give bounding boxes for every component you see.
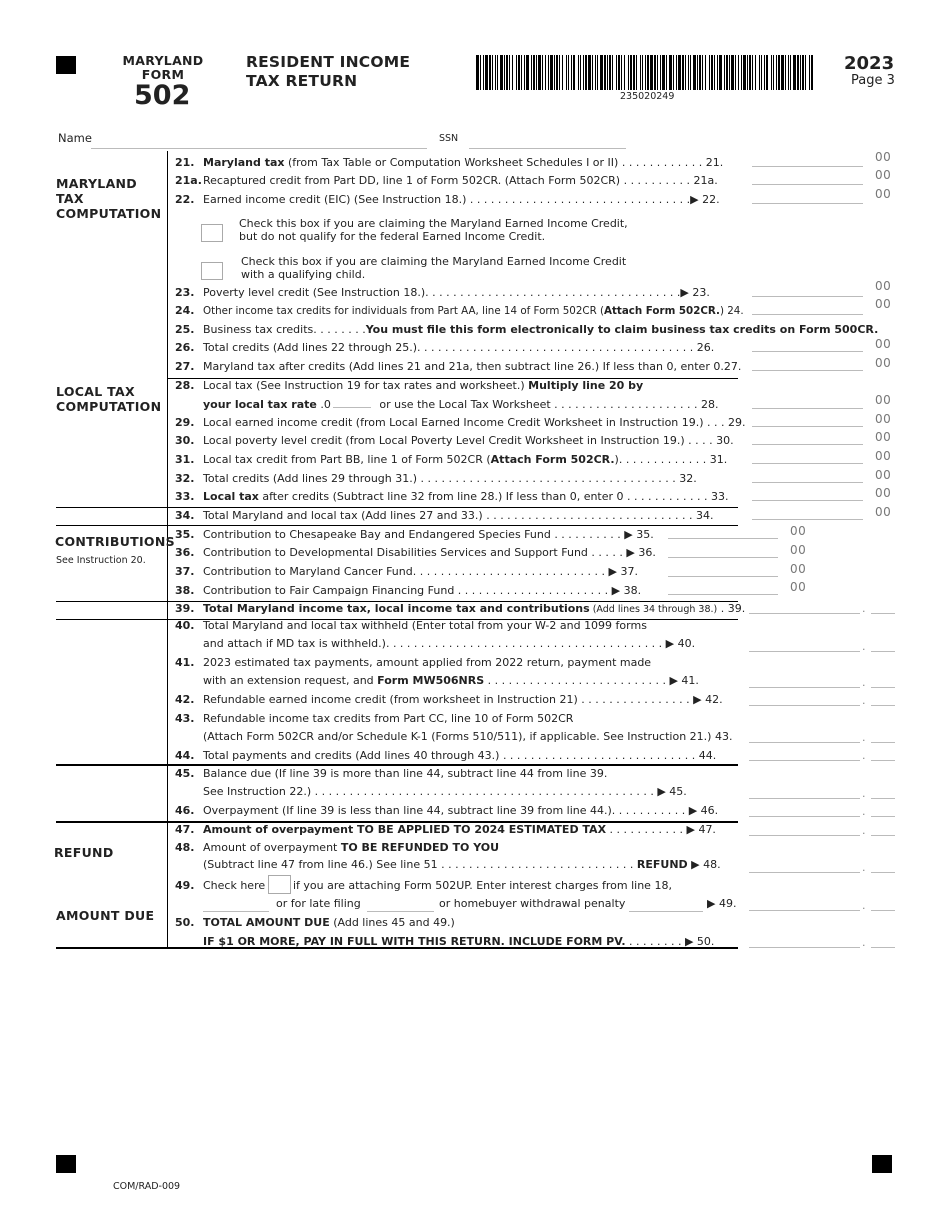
line-47-cents-field[interactable] xyxy=(871,835,895,836)
form-502up-checkbox[interactable] xyxy=(268,875,291,894)
cents-label: 00 xyxy=(875,449,892,463)
line-21a: 21a.Recaptured credit from Part DD, line 1 of Form 502CR. (Attach Form 502CR) . . . . . . . . . . 21a. xyxy=(175,174,718,187)
line-48-cont: (Subtract line 47 from line 46.) See line 51 . . . . . . . . . . . . . . . . . . . . . . . . . . . . REFUND ▶ 48. xyxy=(203,858,721,871)
cents-label: 00 xyxy=(875,279,892,293)
line-35: 35. Contribution to Chesapeake Bay and Endangered Species Fund . . . . . . . . . . ▶ 35. xyxy=(175,528,654,541)
line-41-amount-field[interactable] xyxy=(749,687,860,688)
section-local-tax: LOCAL TAX COMPUTATION xyxy=(56,384,162,414)
line-28-amount-field[interactable] xyxy=(752,408,863,409)
decimal-point: . xyxy=(862,640,866,653)
line-35-amount-field[interactable] xyxy=(668,538,778,539)
cents-label: 00 xyxy=(875,168,892,182)
ssn-label: SSN xyxy=(439,133,459,144)
line-49: 49. Check here xyxy=(175,879,266,892)
ssn-field[interactable] xyxy=(469,148,626,149)
line-50-amount-field[interactable] xyxy=(749,947,860,948)
contributions-note: See Instruction 20. xyxy=(56,555,146,566)
eic-qualifying-child-label: Check this box if you are claiming the Maryland Earned Income Credit with a qualifying child. xyxy=(241,255,627,281)
barcode xyxy=(476,55,812,90)
barcode-number: 235020249 xyxy=(620,91,675,102)
section-amount-due: AMOUNT DUE xyxy=(56,908,155,923)
line-34-amount-field[interactable] xyxy=(752,519,863,520)
line-28-cont: your local tax rate .0 or use the Local Tax Worksheet . . . . . . . . . . . . . . . . . . . . . 28. xyxy=(203,398,719,411)
line-33: 33. Local tax after credits (Subtract line 32 from line 28.) If less than 0, enter 0 . . . . . . . . . . . . 33. xyxy=(175,490,729,503)
line-46: 46. Overpayment (If line 39 is less than line 44, subtract line 39 from line 44.). . . . . . . . . . . ▶ 46. xyxy=(175,804,719,817)
line-44-amount-field[interactable] xyxy=(749,760,860,761)
line-23: 23. Poverty level credit (See Instruction 18.). . . . . . . . . . . . . . . . . . . . . . . . . . . . . . . . . . . . .▶ 23. xyxy=(175,286,710,299)
line-30: 30. Local poverty level credit (from Local Poverty Level Credit Worksheet in Instruction 19.) . . . . 30. xyxy=(175,434,734,447)
line-24: 24. Other income tax credits for individuals from Part AA, line 14 of Form 502CR (Attach Form 502CR.) 24. xyxy=(175,304,744,317)
cents-label: 00 xyxy=(790,524,807,538)
line-41-cents-field[interactable] xyxy=(871,687,895,688)
line-25: 25. Business tax credits. . . . . . . .You must file this form electronically to claim business tax credits on Form 500CR. xyxy=(175,323,879,336)
line-37-amount-field[interactable] xyxy=(668,576,778,577)
interest-charges-field[interactable] xyxy=(203,911,269,912)
registration-mark-bottom-right xyxy=(872,1155,892,1173)
line-21: 21. Maryland tax (from Tax Table or Computation Worksheet Schedules I or II) . . . . . . . . . . . . 21. xyxy=(175,156,724,169)
decimal-point: . xyxy=(862,899,866,912)
line-42-cents-field[interactable] xyxy=(871,705,895,706)
cents-label: 00 xyxy=(875,468,892,482)
decimal-point: . xyxy=(862,824,866,837)
eic-qualifying-child-checkbox[interactable] xyxy=(201,262,223,280)
line-22-amount-field[interactable] xyxy=(752,203,863,204)
line-41: 41. 2023 estimated tax payments, amount applied from 2022 return, payment made xyxy=(175,656,652,669)
decimal-point: . xyxy=(862,602,866,615)
form-number: 502 xyxy=(134,80,191,111)
line-49-text: if you are attaching Form 502UP. Enter interest charges from line 18, xyxy=(293,879,672,892)
line-40-amount-field[interactable] xyxy=(749,651,860,652)
form-code: COM/RAD-009 xyxy=(113,1181,181,1192)
line-37: 37. Contribution to Maryland Cancer Fund. . . . . . . . . . . . . . . . . . . . . . . . . . . . ▶ 37. xyxy=(175,565,638,578)
cents-label: 00 xyxy=(790,562,807,576)
decimal-point: . xyxy=(862,861,866,874)
line-39-cents-field[interactable] xyxy=(871,613,895,614)
cents-label: 00 xyxy=(875,486,892,500)
cents-label: 00 xyxy=(875,505,892,519)
line-40-cont: and attach if MD tax is withheld.). . . . . . . . . . . . . . . . . . . . . . . . . . . . . . . . . . . . . . . . ▶ 40. xyxy=(203,637,696,650)
line-45-cont: See Instruction 22.) . . . . . . . . . . . . . . . . . . . . . . . . . . . . . . . . . . . . . . . . . . . . . . . . . ▶ 45. xyxy=(203,785,687,798)
line-22: 22. Earned income credit (EIC) (See Instruction 18.) . . . . . . . . . . . . . . . . . . . . . . . . . . . . . . . .▶ 22. xyxy=(175,193,720,206)
line-39: 39. Total Maryland income tax, local income tax and contributions (Add lines 34 through 38.) . 39. xyxy=(175,602,746,615)
line-50-cont: IF $1 OR MORE, PAY IN FULL WITH THIS RETURN. INCLUDE FORM PV. . . . . . . . . ▶ 50. xyxy=(203,935,715,948)
line-32-amount-field[interactable] xyxy=(752,482,863,483)
line-29: 29. Local earned income credit (from Local Earned Income Credit Worksheet in Instruction 19.) . . . 29. xyxy=(175,416,746,429)
line-38-amount-field[interactable] xyxy=(668,594,778,595)
section-divider xyxy=(167,151,168,949)
line-42: 42. Refundable earned income credit (from worksheet in Instruction 21) . . . . . . . . . . . . . . . . ▶ 42. xyxy=(175,693,723,706)
line-32: 32. Total credits (Add lines 29 through 31.) . . . . . . . . . . . . . . . . . . . . . . . . . . . . . . . . . . . . . 32. xyxy=(175,472,697,485)
form-state: MARYLAND FORM xyxy=(122,53,204,82)
form-title: RESIDENT INCOME TAX RETURN xyxy=(246,53,411,90)
cents-label: 00 xyxy=(875,356,892,370)
cents-label: 00 xyxy=(790,580,807,594)
line-48-amount-field[interactable] xyxy=(749,872,860,873)
line-23-amount-field[interactable] xyxy=(752,296,863,297)
decimal-point: . xyxy=(862,749,866,762)
tax-year: 2023 xyxy=(844,53,895,74)
line-30-amount-field[interactable] xyxy=(752,444,863,445)
line-38: 38. Contribution to Fair Campaign Financing Fund . . . . . . . . . . . . . . . . . . . . . . ▶ 38. xyxy=(175,584,642,597)
decimal-point: . xyxy=(862,936,866,949)
decimal-point: . xyxy=(862,676,866,689)
registration-mark-top-left xyxy=(56,56,76,74)
line-31-amount-field[interactable] xyxy=(752,463,863,464)
rule xyxy=(56,764,738,766)
page-number: Page 3 xyxy=(851,73,895,88)
line-21-amount-field[interactable] xyxy=(752,166,863,167)
section-refund: REFUND xyxy=(54,845,114,860)
line-27: 27. Maryland tax after credits (Add lines 21 and 21a, then subtract line 26.) If less than 0, enter 0.27. xyxy=(175,360,742,373)
line-43-amount-field[interactable] xyxy=(749,742,860,743)
decimal-point: . xyxy=(862,731,866,744)
cents-label: 00 xyxy=(875,393,892,407)
line-50-cents-field[interactable] xyxy=(871,947,895,948)
name-label: Name xyxy=(58,131,92,145)
line-48: 48. Amount of overpayment TO BE REFUNDED TO YOU xyxy=(175,841,500,854)
decimal-point: . xyxy=(862,805,866,818)
line-45-cents-field[interactable] xyxy=(871,798,895,799)
name-field[interactable] xyxy=(91,148,427,149)
cents-label: 00 xyxy=(875,297,892,311)
penalty-field[interactable] xyxy=(629,911,703,912)
line-45: 45. Balance due (If line 39 is more than line 44, subtract line 44 from line 39. xyxy=(175,767,608,780)
line-46-cents-field[interactable] xyxy=(871,816,895,817)
line-36-amount-field[interactable] xyxy=(668,557,778,558)
line-26-amount-field[interactable] xyxy=(752,351,863,352)
line-50: 50. TOTAL AMOUNT DUE (Add lines 45 and 49.) xyxy=(175,916,455,929)
line-49-late: or for late filing xyxy=(276,897,361,910)
eic-no-federal-checkbox[interactable] xyxy=(201,224,223,242)
cents-label: 00 xyxy=(790,543,807,557)
line-39-amount-field[interactable] xyxy=(749,613,860,614)
line-44-cents-field[interactable] xyxy=(871,760,895,761)
cents-label: 00 xyxy=(875,187,892,201)
cents-label: 00 xyxy=(875,337,892,351)
line-42-amount-field[interactable] xyxy=(749,705,860,706)
barcode-bar xyxy=(811,55,813,90)
eic-no-federal-label: Check this box if you are claiming the Maryland Earned Income Credit, but do not qualify for the federal Earned Income Credit. xyxy=(239,217,628,243)
decimal-point: . xyxy=(862,787,866,800)
line-47-amount-field[interactable] xyxy=(749,835,860,836)
line-49-penalty: or homebuyer withdrawal penalty xyxy=(439,897,626,910)
line-43-cont: (Attach Form 502CR and/or Schedule K-1 (Forms 510/511), if applicable. See Instruction 21.) 43. xyxy=(203,730,733,743)
decimal-point: . xyxy=(862,694,866,707)
cents-label: 00 xyxy=(875,430,892,444)
line-31: 31. Local tax credit from Part BB, line 1 of Form 502CR (Attach Form 502CR.). . . . . . . . . . . . . 31. xyxy=(175,453,728,466)
line-49-cents-field[interactable] xyxy=(871,910,895,911)
late-filing-field[interactable] xyxy=(367,911,434,912)
cents-label: 00 xyxy=(875,412,892,426)
line-44: 44. Total payments and credits (Add lines 40 through 43.) . . . . . . . . . . . . . . . . . . . . . . . . . . . . 44. xyxy=(175,749,717,762)
rule xyxy=(56,525,738,526)
line-45-amount-field[interactable] xyxy=(749,798,860,799)
line-33-amount-field[interactable] xyxy=(752,500,863,501)
line-26: 26. Total credits (Add lines 22 through 25.). . . . . . . . . . . . . . . . . . . . . . . . . . . . . . . . . . . . . . . . 26. xyxy=(175,341,715,354)
line-43: 43. Refundable income tax credits from Part CC, line 10 of Form 502CR xyxy=(175,712,574,725)
rule xyxy=(56,507,738,508)
line-49-amount-field[interactable] xyxy=(749,910,860,911)
line-40-cents-field[interactable] xyxy=(871,651,895,652)
line-47: 47. Amount of overpayment TO BE APPLIED TO 2024 ESTIMATED TAX . . . . . . . . . . . ▶ 47. xyxy=(175,823,716,836)
line-41-cont: with an extension request, and Form MW506NRS . . . . . . . . . . . . . . . . . . . . . . . . . . ▶ 41. xyxy=(203,674,699,687)
line-29-amount-field[interactable] xyxy=(752,426,863,427)
line-28: 28. Local tax (See Instruction 19 for tax rates and worksheet.) Multiply line 20 by xyxy=(175,379,644,392)
section-contributions: CONTRIBUTIONS xyxy=(55,534,175,549)
line-40: 40. Total Maryland and local tax withheld (Enter total from your W-2 and 1099 forms xyxy=(175,619,647,632)
registration-mark-bottom-left xyxy=(56,1155,76,1173)
cents-label: 00 xyxy=(875,150,892,164)
line-43-cents-field[interactable] xyxy=(871,742,895,743)
line-34: 34. Total Maryland and local tax (Add lines 27 and 33.) . . . . . . . . . . . . . . . . . . . . . . . . . . . . . . 34. xyxy=(175,509,714,522)
line-21a-amount-field[interactable] xyxy=(752,184,863,185)
line-48-cents-field[interactable] xyxy=(871,872,895,873)
line-36: 36. Contribution to Developmental Disabilities Services and Support Fund . . . . . ▶ 36. xyxy=(175,546,656,559)
line-27-amount-field[interactable] xyxy=(752,370,863,371)
line-46-amount-field[interactable] xyxy=(749,816,860,817)
section-maryland-tax: MARYLAND TAX COMPUTATION xyxy=(56,176,162,221)
line-49-end: ▶ 49. xyxy=(707,897,737,910)
line-24-amount-field[interactable] xyxy=(752,314,863,315)
